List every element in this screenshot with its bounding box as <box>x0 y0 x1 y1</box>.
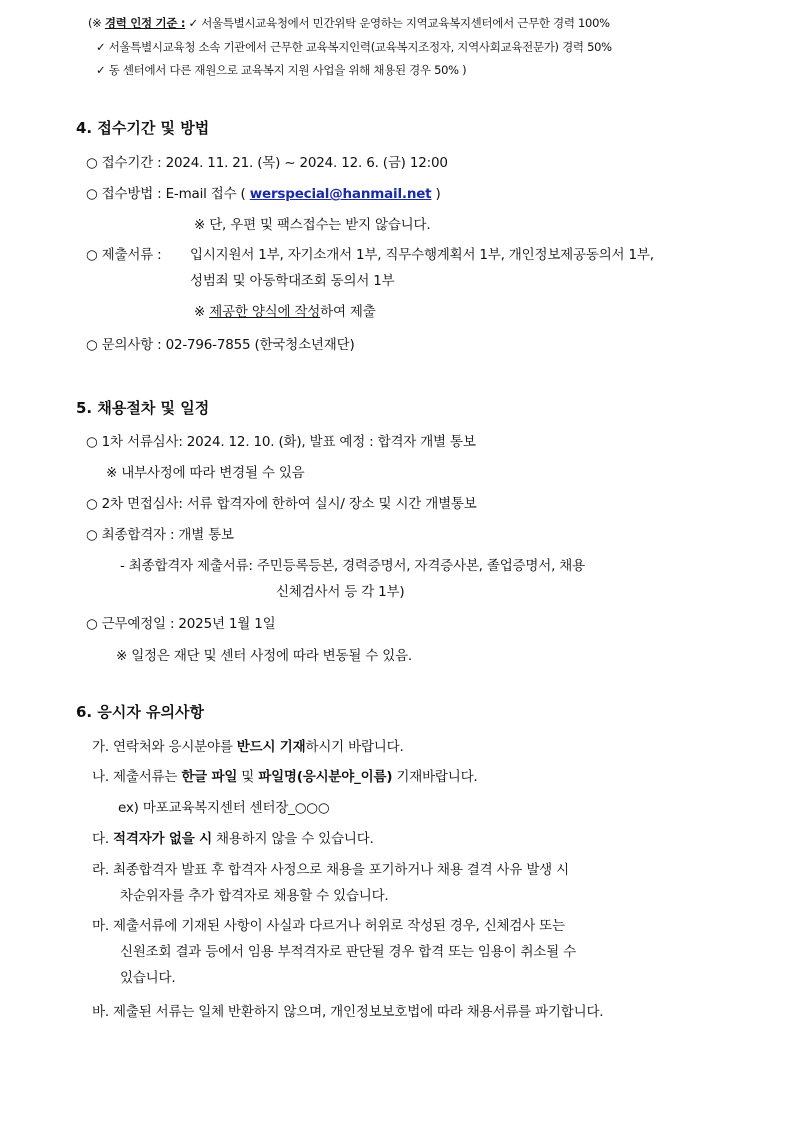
section-5-title: 5. 채용절차 및 일정 <box>76 399 210 417</box>
credit-criteria-line-1: (※ 경력 인정 기준 : ✓ 서울특별시교육청에서 민간위탁 운영하는 지역교육복지센터에서 근무한 경력 100% <box>88 16 610 30</box>
section-6-title: 6. 응시자 유의사항 <box>76 703 205 721</box>
period-line: ○ 접수기간 : 2024. 11. 21. (목) ~ 2024. 12. 6. (금) 12:00 <box>86 155 448 171</box>
final-line: ○ 최종합격자 : 개별 통보 <box>86 527 234 543</box>
docs-line-2: 성범죄 및 아동학대조회 동의서 1부 <box>190 273 395 289</box>
docs-line-1: 입시지원서 1부, 자기소개서 1부, 직무수행계획서 1부, 개인정보제공동의서 1부, <box>190 247 654 263</box>
notice-na: 나. 제출서류는 한글 파일 및 파일명(응시분야_이름) 기재바랍니다. <box>92 769 478 785</box>
docs-note: ※ 제공한 양식에 작성하여 제출 <box>194 304 376 320</box>
notice-ma-line-1: 마. 제출서류에 기재된 사항이 사실과 다르거나 허위로 작성된 경우, 신체검사 또는 <box>92 918 565 934</box>
start-date-line: ○ 근무예정일 : 2025년 1월 1일 <box>86 616 276 632</box>
notice-ma-line-2: 신원조회 결과 등에서 임용 부적격자로 판단될 경우 합격 또는 임용이 취소될 수 <box>120 944 576 960</box>
notice-na-example: ex) 마포교육복지센터 센터장_○○○ <box>118 800 330 816</box>
notice-ga: 가. 연락처와 응시분야를 반드시 기재하시기 바랍니다. <box>92 739 404 755</box>
method-note: ※ 단, 우편 및 팩스접수는 받지 않습니다. <box>194 217 431 233</box>
final-docs-line-2: 신체검사서 등 각 1부) <box>276 584 405 600</box>
credit-criteria-line-3: ✓ 동 센터에서 다른 재원으로 교육복지 지원 사업을 위해 채용된 경우 50% ) <box>96 63 467 77</box>
notice-ma-line-3: 있습니다. <box>120 970 176 986</box>
second-round-line: ○ 2차 면접심사: 서류 합격자에 한하여 실시/ 장소 및 시간 개별통보 <box>86 496 477 512</box>
docs-label: ○ 제출서류 : <box>86 247 162 263</box>
credit-criteria-label: 경력 인정 기준 : <box>104 16 186 30</box>
credit-criteria-line-2: ✓ 서울특별시교육청 소속 기관에서 근무한 교육복지인력(교육복지조정자, 지역사회교육전문가) 경력 50% <box>96 40 612 54</box>
section-4-title: 4. 접수기간 및 방법 <box>76 119 210 137</box>
email-link[interactable]: werspecial@hanmail.net <box>249 186 432 202</box>
method-line: ○ 접수방법 : E-mail 접수 ( werspecial@hanmail.net ) <box>86 186 441 202</box>
inquiry-line: ○ 문의사항 : 02-796-7855 (한국청소년재단) <box>86 337 355 353</box>
notice-ra-line-2: 차순위자를 추가 합격자로 채용할 수 있습니다. <box>120 888 389 904</box>
notice-da: 다. 적격자가 없을 시 채용하지 않을 수 있습니다. <box>92 831 374 847</box>
notice-ba: 바. 제출된 서류는 일체 반환하지 않으며, 개인정보보호법에 따라 채용서류를 파기합니다. <box>92 1004 604 1020</box>
first-round-note: ※ 내부사정에 따라 변경될 수 있음 <box>106 465 305 481</box>
notice-ra-line-1: 라. 최종합격자 발표 후 합격자 사정으로 채용을 포기하거나 채용 결격 사유 발생 시 <box>92 862 569 878</box>
start-date-note: ※ 일정은 재단 및 센터 사정에 따라 변동될 수 있음. <box>116 648 413 664</box>
final-docs-line-1: - 최종합격자 제출서류: 주민등록등본, 경력증명서, 자격증사본, 졸업증명서, 채용 <box>120 558 585 574</box>
first-round-line: ○ 1차 서류심사: 2024. 12. 10. (화), 발표 예정 : 합격자 개별 통보 <box>86 434 476 450</box>
